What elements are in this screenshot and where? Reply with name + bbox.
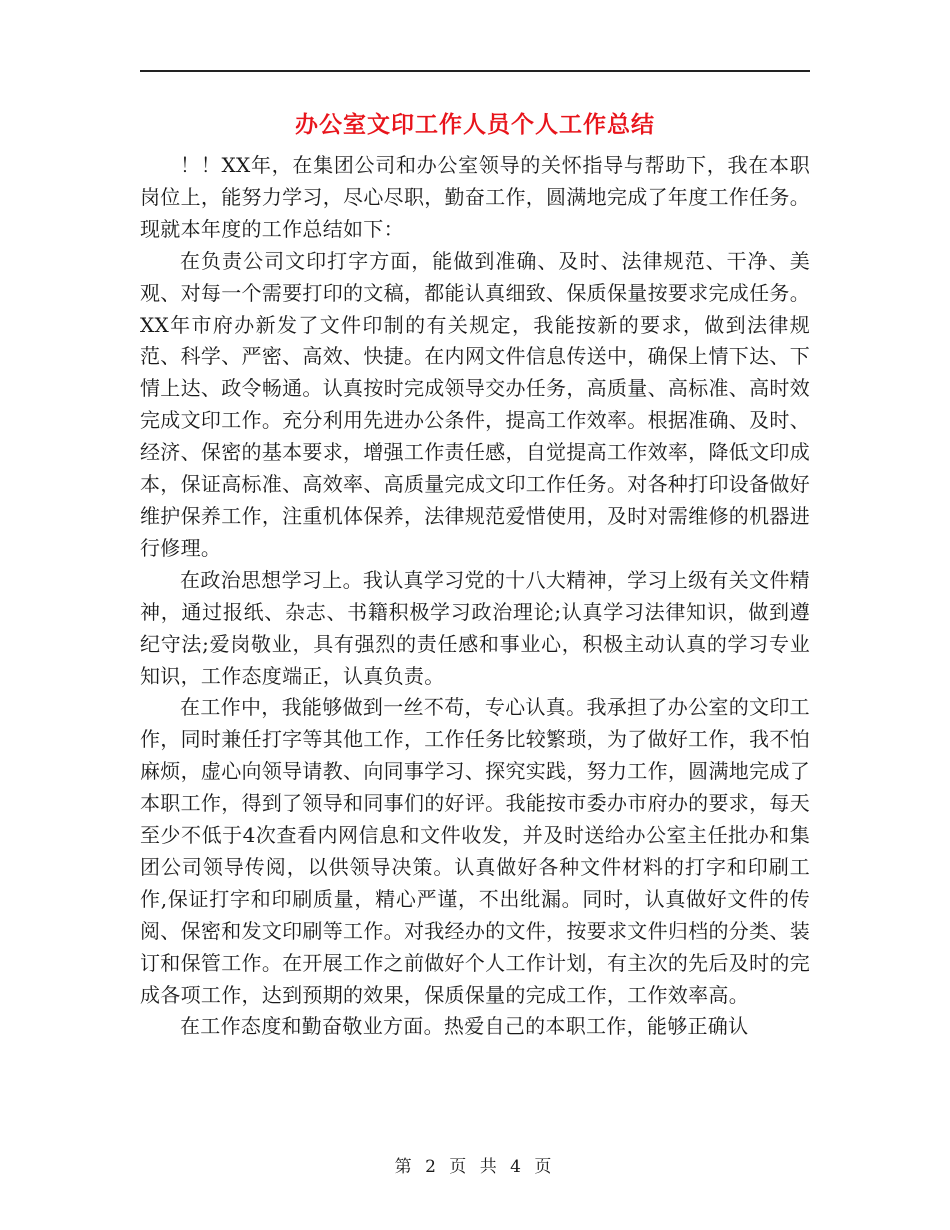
paragraph-work-attitude: 在工作态度和勤奋敬业方面。热爱自己的本职工作，能够正确认: [180, 1014, 749, 1039]
page-number: 第 2 页 共 4 页: [394, 1157, 556, 1177]
paragraph-work-conduct: 在工作中，我能够做到一丝不苟，专心认真。我承担了办公室的文印工作，同时兼任打字等其他工作，工作任务比较繁琐，为了做好工作，我不怕麻烦，虚心向领导请教、向同事学习、探究实践，努力工作，圆满地完成了本职工作，得到了领导和同事们的好评。我能按市委办市府办的要求，每天至少不低于4次查看内网信息和文件收发，并及时送给办公室主任批办和集团公司领导传阅，以供领导决策。认真做好各种文件材料的打字和印刷工作,保证打字和印刷质量，精心严谨，不出纰漏。同时，认真做好文件的传阅、保密和发文印刷等工作。对我经办的文件，按要求文件归档的分类、装订和保管工作。在开展工作之前做好个人工作计划，有主次的先后及时的完成各项工作，达到预期的效果，保质保量的完成工作，工作效率高。: [140, 695, 810, 1007]
paragraph-printing-duties: 在负责公司文印打字方面，能做到准确、及时、法律规范、干净、美观、对每一个需要打印的文稿，都能认真细致、保质保量按要求完成任务。XX年市府办新发了文件印制的有关规定，我能按新的要求，做到法律规范、科学、严密、高效、快捷。在内网文件信息传送中，确保上情下达、下情上达、政令畅通。认真按时完成领导交办任务，高质量、高标准、高时效完成文印工作。充分利用先进办公条件，提高工作效率。根据准确、及时、经济、保密的基本要求，增强工作责任感，自觉提高工作效率，降低文印成本，保证高标准、高效率、高质量完成文印工作任务。对各种打印设备做好维护保养工作，注重机体保养，法律规范爱惜使用，及时对需维修的机器进行修理。: [140, 248, 810, 560]
header-rule: [140, 70, 810, 72]
paragraph-political-study: 在政治思想学习上。我认真学习党的十八大精神，学习上级有关文件精神，通过报纸、杂志、书籍积极学习政治理论;认真学习法律知识，做到遵纪守法;爱岗敬业，具有强烈的责任感和事业心，积极主动认真的学习专业知识，工作态度端正，认真负责。: [140, 567, 810, 688]
paragraph-intro: ！！XX年，在集团公司和办公室领导的关怀指导与帮助下，我在本职岗位上，能努力学习，尽心尽职，勤奋工作，圆满地完成了年度工作任务。现就本年度的工作总结如下：: [140, 153, 810, 241]
document-body: [140, 150, 810, 1043]
document-title: 办公室文印工作人员个人工作总结: [295, 111, 655, 138]
